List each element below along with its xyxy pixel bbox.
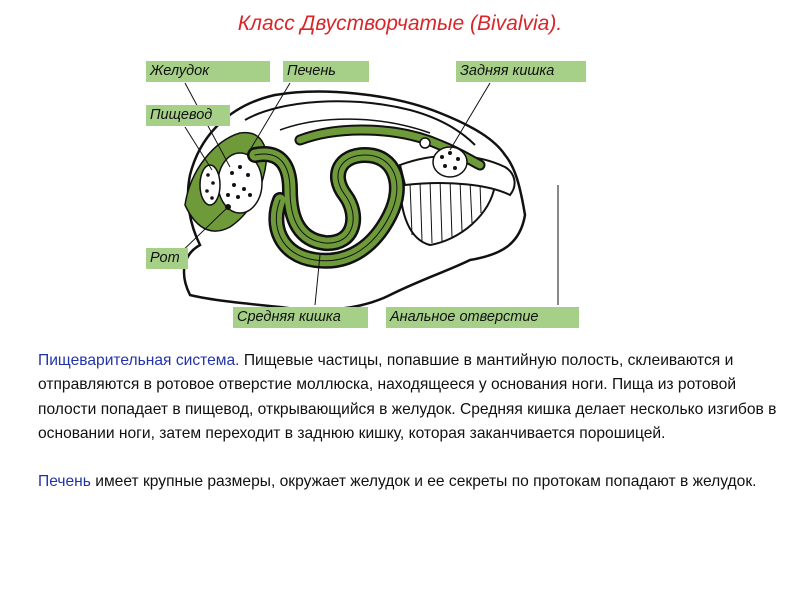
bivalve-digestive-diagram: [130, 55, 600, 340]
esophagus-blob: [200, 165, 220, 205]
label-liver: Печень: [283, 61, 369, 82]
paragraph-liver-text: имеет крупные размеры, окружает желудок и ее секреты по протокам попадают в желудок.: [90, 473, 757, 491]
page-title: Класс Двустворчатые (Bivalvia).: [237, 12, 563, 35]
description: [38, 349, 778, 494]
paragraph-digestive-text: Пищевые частицы, попавшие в мантийную полость, склеиваются и отправляются в ротовое отверстие моллюска, находящееся у основания ноги. Пища из ротовой полости попадает в пищевод, открывающийся в желудок. Средняя кишка делает несколько изгибов в основании ноги, затем переходит в заднюю кишку, которая заканчивается порошицей.: [38, 352, 777, 442]
label-esophagus: Пищевод: [146, 105, 230, 126]
paragraph-digestive: [38, 349, 778, 446]
label-stomach: Желудок: [146, 61, 270, 82]
term-liver: Печень: [38, 473, 91, 491]
anus-opening: [420, 138, 430, 148]
bivalve-illustration: [130, 55, 600, 340]
label-anus: Анальное отверстие: [386, 307, 579, 328]
paragraph-liver: [38, 470, 778, 494]
label-hindgut: Задняя кишка: [456, 61, 586, 82]
term-digestive-system: Пищеварительная система.: [38, 352, 240, 369]
label-midgut: Средняя кишка: [233, 307, 368, 328]
label-mouth: Рот: [146, 248, 188, 269]
